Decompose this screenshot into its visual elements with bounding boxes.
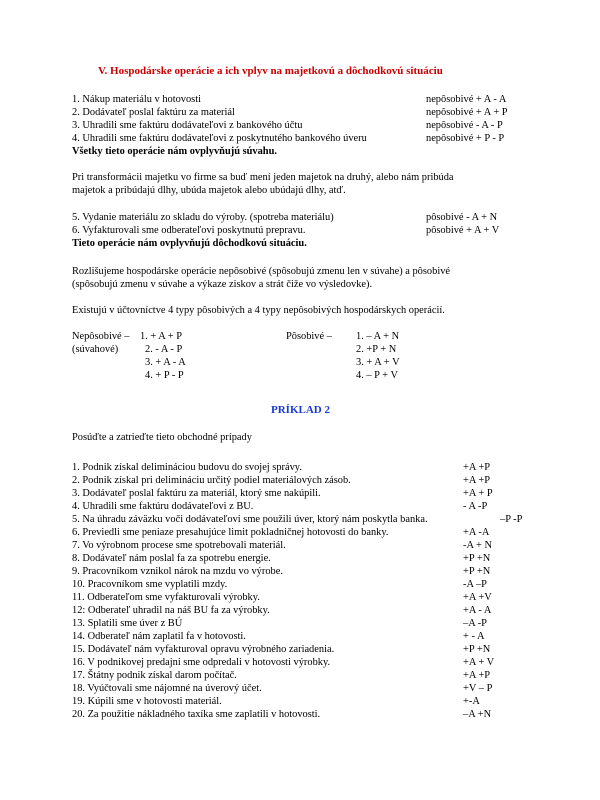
nonoperative-type-2: 2. - A - P <box>145 344 183 355</box>
example-item-10: 10. Pracovníkom sme vyplatili mzdy. <box>72 579 228 590</box>
section-title: V. Hospodárske operácie a ich vplyv na majetkovú a dôchodkovú situáciu <box>98 65 443 77</box>
list2-item-5: 5. Vydanie materiálu zo skladu do výroby. (spotreba materiálu) <box>72 212 334 223</box>
example-code-15: +P +N <box>463 644 491 655</box>
operative-type-3: 3. + A + V <box>356 357 400 368</box>
example-code-9: +P +N <box>463 566 491 577</box>
list1-item-1: 1. Nákup materiálu v hotovosti <box>72 94 201 105</box>
example-code-11: +A +V <box>463 592 492 603</box>
example-item-8: 8. Dodávateľ nám poslal fa za spotrebu energie. <box>72 553 271 564</box>
example-item-13: 13. Splatili sme úver z BÚ <box>72 618 183 629</box>
example-item-14: 14. Odberateľ nám zaplatil fa v hotovosti. <box>72 631 246 642</box>
example-item-9: 9. Pracovníkom vznikol nárok na mzdu vo výrobe. <box>72 566 283 577</box>
operative-type-1: 1. – A + N <box>356 331 400 342</box>
example-code-16: +A + V <box>463 657 495 668</box>
operative-type-4: 4. – P + V <box>356 370 398 381</box>
paragraph1-line1: Pri transformácii majetku vo firme sa buď mení jeden majetok na druhý, alebo nám pribúda <box>72 172 454 183</box>
example-item-3: 3. Dodávateľ poslal faktúru za materiál, ktorý sme nakúpili. <box>72 488 321 499</box>
example-code-2: +A +P <box>463 475 491 486</box>
example-code-8: +P +N <box>463 553 491 564</box>
example-code-4: - A -P <box>463 501 488 512</box>
example-code-18: +V – P <box>463 683 493 694</box>
list2-summary: Tieto operácie nám ovplyvňujú dôchodkovú situáciu. <box>72 238 307 249</box>
example-item-17: 17. Štátny podnik získal darom počítač. <box>72 670 237 681</box>
operative-label: Pôsobivé – <box>286 331 332 342</box>
list2-code-6: pôsobivé + A + V <box>426 225 500 236</box>
operative-type-2: 2. +P + N <box>356 344 397 355</box>
list1-code-3: nepôsobivé - A - P <box>426 120 503 131</box>
example-item-18: 18. Vyúčtovali sme nájomné na úverový účet. <box>72 683 262 694</box>
example-code-17: +A +P <box>463 670 491 681</box>
example-item-6: 6. Previedli sme peniaze presahujúce limit pokladničnej hotovosti do banky. <box>72 527 389 538</box>
list1-code-2: nepôsobivé + A + P <box>426 107 508 118</box>
example-code-7: -A + N <box>463 540 492 551</box>
example-item-20: 20. Za použitie nákladného taxíka sme zaplatili v hotovosti. <box>72 709 321 720</box>
example-item-16: 16. V podnikovej predajni sme odpredali v hotovosti výrobky. <box>72 657 331 668</box>
example-code-3: +A + P <box>463 488 493 499</box>
example-item-19: 19. Kúpili sme v hotovosti materiál. <box>72 696 222 707</box>
list1-item-3: 3. Uhradili sme faktúru dodávateľovi z bankového účtu <box>72 120 303 131</box>
paragraph2-line2: (spôsobujú zmenu v súvahe a výkaze ziskov a strát čiže vo výsledovke). <box>72 279 373 290</box>
example-code-6: +A -A <box>463 527 490 538</box>
example-item-15: 15. Dodávateľ nám vyfakturoval opravu výrobného zariadenia. <box>72 644 335 655</box>
example-code-13: –A -P <box>463 618 487 629</box>
nonoperative-sublabel: (súvahové) <box>72 344 119 355</box>
list2-item-6: 6. Vyfakturovali sme odberateľovi poskytnutú prepravu. <box>72 225 306 236</box>
nonoperative-type-1: 1. + A + P <box>140 331 183 342</box>
list1-code-4: nepôsobivé + P - P <box>426 133 505 144</box>
paragraph2-line1: Rozlišujeme hospodárske operácie nepôsobivé (spôsobujú zmenu len v súvahe) a pôsobivé <box>72 266 451 277</box>
list1-item-2: 2. Dodávateľ poslal faktúru za materiál <box>72 107 235 118</box>
example-item-7: 7. Vo výrobnom procese sme spotrebovali materiál. <box>72 540 286 551</box>
example-item-1: 1. Podnik získal delimináciou budovu do svojej správy. <box>72 462 302 473</box>
example-code-14: + - A <box>463 631 485 642</box>
list1-code-1: nepôsobivé + A - A <box>426 94 507 105</box>
example-title: PRÍKLAD 2 <box>271 404 330 416</box>
list1-summary: Všetky tieto operácie nám ovplyvňujú súvahu. <box>72 146 277 157</box>
nonoperative-label: Nepôsobivé – <box>72 331 130 342</box>
example-instruction: Posúďte a zatrieďte tieto obchodné prípady <box>72 432 252 443</box>
list2-code-5: pôsobivé - A + N <box>426 212 498 223</box>
example-code-1: +A +P <box>463 462 491 473</box>
example-item-11: 11. Odberateľom sme vyfakturovali výrobky. <box>72 592 260 603</box>
example-code-5: –P -P <box>500 514 523 525</box>
example-item-5: 5. Na úhradu záväzku voči dodávateľovi sme použili úver, ktorý nám poskytla banka. <box>72 514 428 525</box>
list1-item-4: 4. Uhradili sme faktúru dodávateľovi z poskytnutého bankového úveru <box>72 133 367 144</box>
example-item-4: 4. Uhradili sme faktúru dodávateľovi z BU. <box>72 501 254 512</box>
example-item-2: 2. Podnik získal pri delimináciu určitý podiel materiálových zásob. <box>72 475 351 486</box>
nonoperative-type-3: 3. + A - A <box>145 357 186 368</box>
example-item-12: 12: Odberateľ uhradil na náš BU fa za výrobky. <box>72 605 270 616</box>
paragraph1-line2: majetok a pribúdajú dlhy, ubúda majetok alebo ubúdajú dlhy, atď. <box>72 185 346 196</box>
example-code-12: +A - A <box>463 605 492 616</box>
example-code-19: +-A <box>463 696 480 707</box>
example-code-10: -A –P <box>463 579 487 590</box>
nonoperative-type-4: 4. + P - P <box>145 370 184 381</box>
example-code-20: –A +N <box>463 709 492 720</box>
paragraph3: Existujú v účtovníctve 4 typy pôsobivých a 4 typy nepôsobivých hospodárskych operácií. <box>72 305 445 316</box>
